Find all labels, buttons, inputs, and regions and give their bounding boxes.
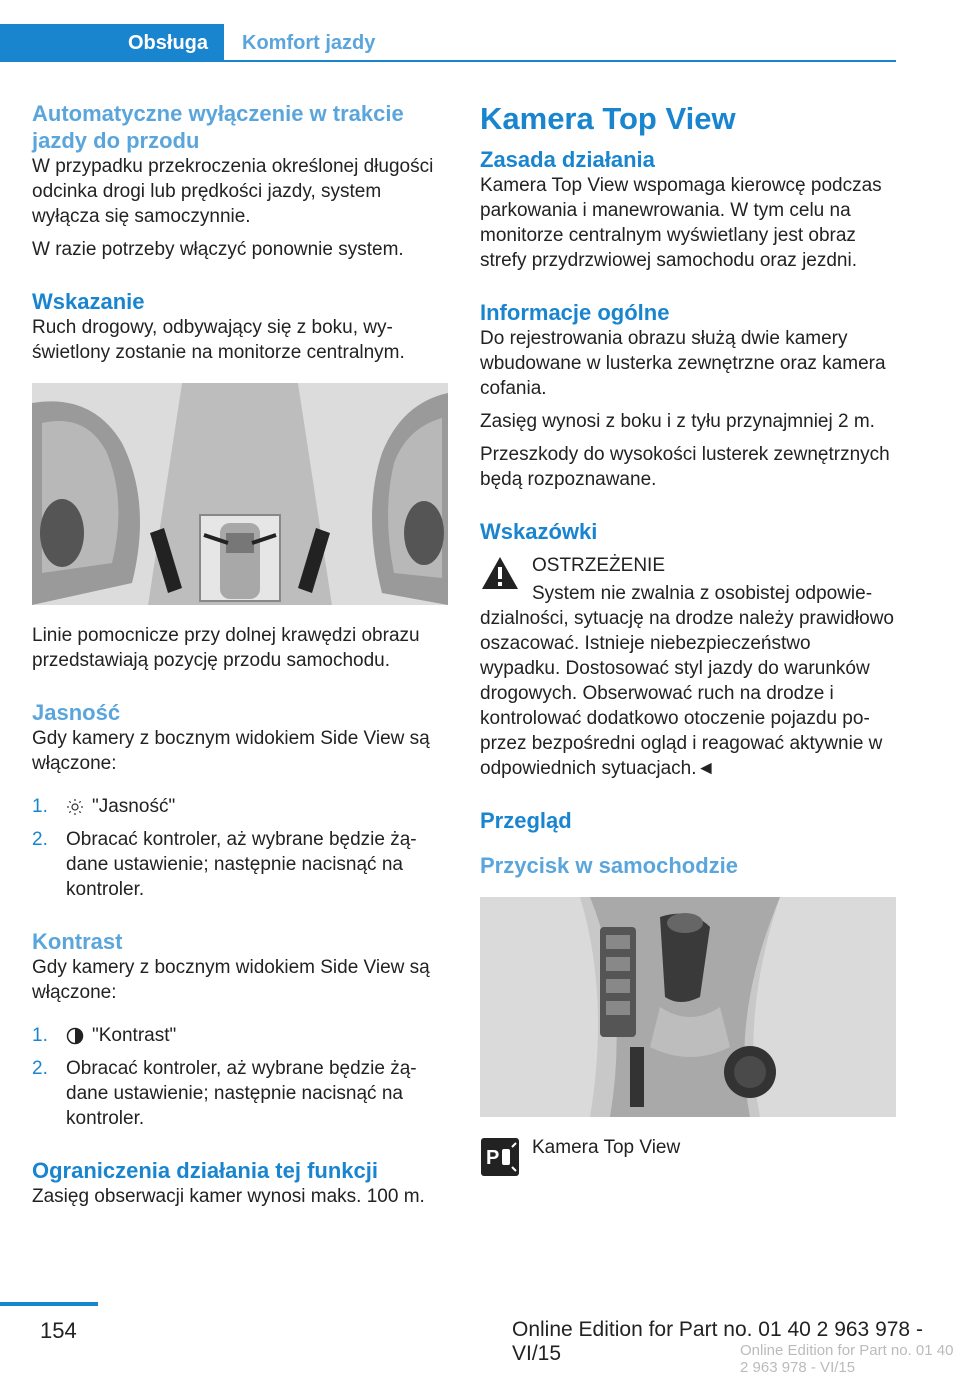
page-header bbox=[0, 0, 960, 64]
list-item: 1. "Kontrast" bbox=[32, 1025, 177, 1046]
brightness-steps bbox=[32, 794, 448, 902]
section-title-wskazanie: Wskazanie bbox=[32, 289, 145, 314]
edition-label: Online Edition for Part no. 01 40 2 963 978 - VI/15 bbox=[512, 1318, 923, 1365]
footer-divider bbox=[0, 1302, 98, 1306]
tab-obsluga[interactable]: Obsługa bbox=[0, 24, 224, 62]
paragraph: Ruch drogowy, odbywający się z boku, wyświetlony zostanie na monitorze centralnym. bbox=[32, 317, 405, 363]
warning-text: System nie zwalnia z osobistej odpowiedzialności, sytuację na drodze należy prawidłowo oszacować. Istnieje niebezpieczeństwo wypadku. Dostosować styl jazdy do warunków drogowych. Obserwować ruch na drodze i kontrolować dodatkowo otoczenie pojazdu poprzez bezpośredni ogląd i reagować aktywnie w odpowiednich sytuacjach.◄ bbox=[480, 583, 895, 779]
warning-label: OSTRZEŻENIE bbox=[532, 555, 666, 576]
section-title-informacje: Informacje ogólne bbox=[480, 300, 670, 325]
svg-text:P: P bbox=[486, 1147, 500, 1169]
warning-triangle-icon bbox=[480, 555, 520, 591]
header-divider bbox=[224, 60, 896, 62]
paragraph: Linie pomocnicze przy dolnej krawędzi obrazu przedstawiają pozycję przodu samochodu. bbox=[32, 625, 420, 671]
section-title-ograniczenia: Ograniczenia działania tej funkcji bbox=[32, 1158, 378, 1183]
paragraph: Kamera Top View wspomaga kierowcę podczas parkowania i manewrowania. W tym celu na monitorze centralnym wyświetlany jest obraz strefy przydrzwiowej samochodu oraz jezdni. bbox=[480, 175, 882, 271]
section-title-przycisk: Przycisk w samochodzie bbox=[480, 853, 738, 878]
section-title-zasada: Zasada działania bbox=[480, 147, 655, 172]
paragraph: W razie potrzeby włączyć ponownie system. bbox=[32, 239, 404, 260]
paragraph: Zasięg wynosi z boku i z tyłu przynajmniej 2 m. bbox=[480, 411, 875, 432]
page-number: 154 bbox=[40, 1318, 77, 1343]
list-item: 1. "Jasność" bbox=[32, 796, 176, 817]
top-view-button-label: Kamera Top View bbox=[532, 1137, 681, 1158]
paragraph: Do rejestrowania obrazu służą dwie kamery wbudowane w lusterka zewnętrzne oraz kamera cofania. bbox=[480, 328, 886, 399]
left-column bbox=[32, 100, 448, 1209]
section-title-auto-off: Automatyczne wyłączenie w trakcie jazdy do przodu bbox=[32, 101, 404, 153]
contrast-icon bbox=[66, 1023, 92, 1048]
right-column bbox=[480, 100, 896, 1173]
side-view-camera-image bbox=[32, 383, 448, 605]
brightness-icon bbox=[66, 794, 92, 819]
page-title: Kamera Top View bbox=[480, 101, 736, 136]
paragraph: Gdy kamery z bocznym widokiem Side View są włączone: bbox=[32, 957, 430, 1003]
section-title-przeglad: Przegląd bbox=[480, 808, 572, 833]
paragraph: Gdy kamery z bocznym widokiem Side View są włączone: bbox=[32, 728, 430, 774]
section-title-kontrast: Kontrast bbox=[32, 929, 123, 954]
tab-komfort-jazdy[interactable]: Komfort jazdy bbox=[242, 31, 376, 54]
paragraph: W przypadku przekroczenia określonej długości odcinka drogi lub prędkości jazdy, system wyłącza się samoczynnie. bbox=[32, 156, 434, 227]
section-title-wskazowki: Wskazówki bbox=[480, 519, 598, 544]
contrast-steps bbox=[32, 1023, 448, 1131]
top-view-camera-icon bbox=[480, 1137, 520, 1173]
watermark: Online Edition for Part no. 01 40 2 963 978 - VI/15 bbox=[740, 1342, 954, 1376]
list-item: 2. Obracać kontroler, aż wybrane będzie żądane ustawienie; następnie nacisnąć na kontroler. bbox=[32, 1058, 417, 1129]
section-title-jasnosc: Jasność bbox=[32, 700, 121, 725]
paragraph: Przeszkody do wysokości lusterek zewnętrznych będą rozpoznawane. bbox=[480, 444, 890, 490]
list-item: 2. Obracać kontroler, aż wybrane będzie żądane ustawienie; następnie nacisnąć na kontroler. bbox=[32, 829, 417, 900]
paragraph: Zasięg obserwacji kamer wynosi maks. 100 m. bbox=[32, 1186, 425, 1207]
center-console-image bbox=[480, 897, 896, 1117]
top-view-button-row bbox=[480, 1135, 896, 1173]
